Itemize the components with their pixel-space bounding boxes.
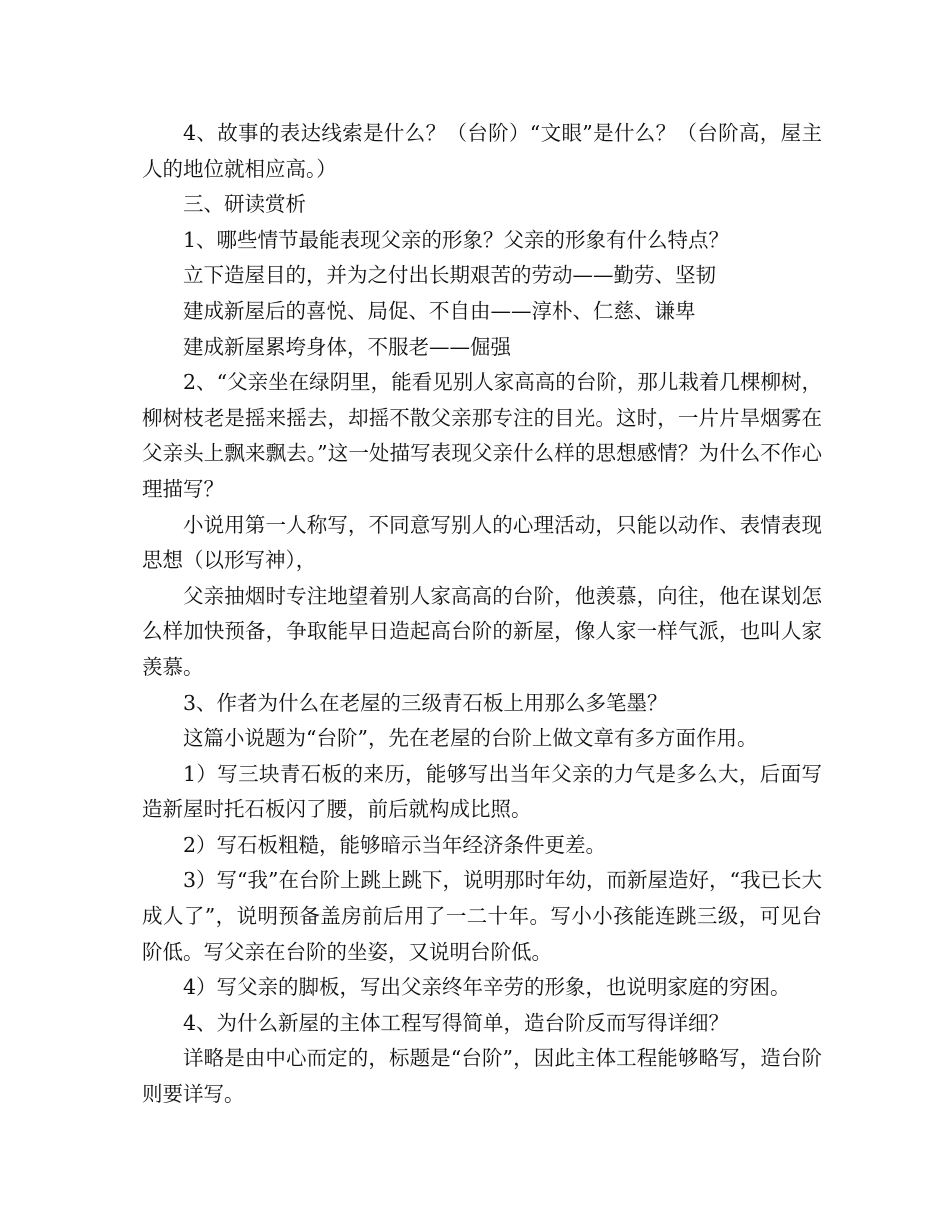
question-3: 3、作者为什么在老屋的三级青石板上用那么多笔墨？	[183, 690, 668, 715]
answer-1-line-2: 建成新屋后的喜悦、局促、不自由——淳朴、仁慈、谦卑	[183, 298, 696, 323]
answer-3-point-3: 3）写“我”在台阶上跳上跳下，说明那时年幼，而新屋造好，“我已长大成人了”，说明预备盖房前后用了一二十年。写小小孩能连跳三级，可见台阶低。写父亲在台阶的坐姿，又说明台阶低。	[142, 868, 822, 964]
answer-3-point-1: 1）写三块青石板的来历，能够写出当年父亲的力气是多么大，后面写造新屋时托石板闪了腰，前后就构成比照。	[142, 761, 822, 822]
answer-3-intro: 这篇小说题为“台阶”，先在老屋的台阶上做文章有多方面作用。	[183, 726, 758, 751]
answer-2-part-2: 父亲抽烟时专注地望着别人家高高的台阶，他羡慕，向往，他在谋划怎么样加快预备，争取能早日造起高台阶的新屋，像人家一样气派，也叫人家羡慕。	[142, 583, 822, 679]
answer-1-line-3: 建成新屋累垮身体，不服老——倔强	[183, 334, 511, 359]
question-2: 2、“父亲坐在绿阴里，能看见别人家高高的台阶，那儿栽着几棵柳树，柳树枝老是摇来摇去，却摇不散父亲那专注的目光。这时，一片片旱烟雾在父亲头上飘来飘去。”这一处描写表现父亲什么样的思想感情？为什么不作心理描写？	[142, 370, 822, 501]
answer-2-part-1: 小说用第一人称写，不同意写别人的心理活动，只能以动作、表情表现思想（以形写神），	[142, 512, 822, 573]
paragraph-story-clue: 4、故事的表达线索是什么？（台阶）“文眼”是什么？（台阶高，屋主人的地位就相应高。）	[142, 121, 822, 181]
section-heading-analysis: 三、研读赏析	[183, 192, 306, 217]
question-1: 1、哪些情节最能表现父亲的形象？父亲的形象有什么特点？	[183, 227, 730, 252]
question-4: 4、为什么新屋的主体工程写得简单，造台阶反而写得详细？	[183, 1010, 730, 1035]
answer-3-point-4: 4）写父亲的脚板，写出父亲终年辛劳的形象，也说明家庭的穷困。	[183, 975, 791, 1000]
answer-1-line-1: 立下造屋目的，并为之付出长期艰苦的劳动——勤劳、坚韧	[183, 263, 716, 288]
document-body	[142, 116, 822, 1113]
answer-4: 详略是由中心而定的，标题是“台阶”，因此主体工程能够略写，造台阶则要详写。	[142, 1046, 822, 1107]
answer-3-point-2: 2）写石板粗糙，能够暗示当年经济条件更差。	[183, 832, 607, 857]
